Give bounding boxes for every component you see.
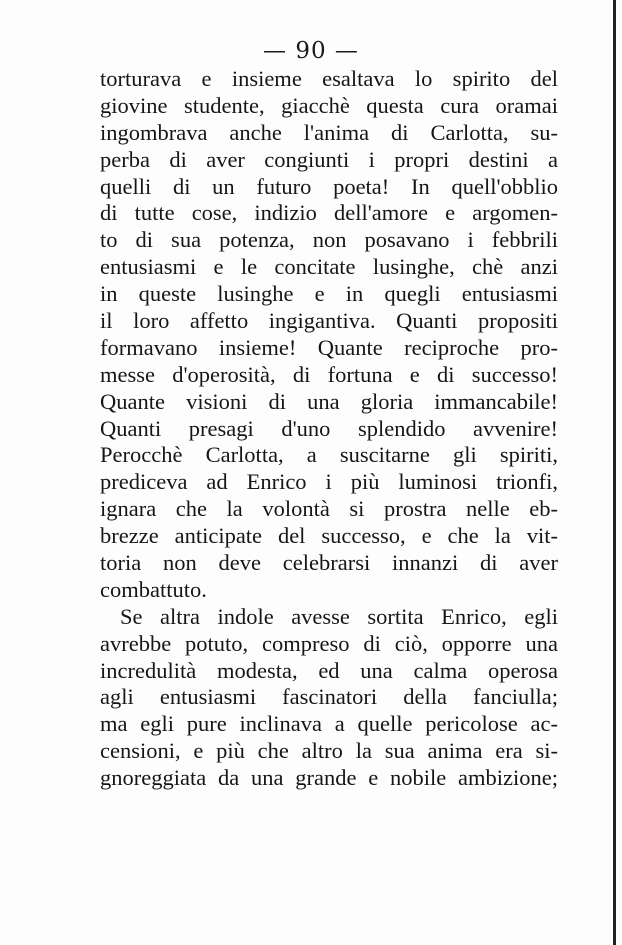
text-line: Quante visioni di una gloria immancabile! xyxy=(100,388,558,414)
text-line: torturava e insieme esaltava lo spirito del xyxy=(100,66,558,91)
text-line: in queste lusinghe e in quegli entusiasmi xyxy=(100,281,558,307)
text-line: ma egli pure inclinava a quelle pericolose ac- xyxy=(100,711,558,737)
text-line: to di sua potenza, non posavano i febbrili xyxy=(100,227,558,253)
text-line: prediceva ad Enrico i più luminosi trionfi, xyxy=(100,469,558,495)
text-line: entusiasmi e le concitate lusinghe, chè anzi xyxy=(100,254,558,280)
text-line: quelli di un futuro poeta! In quell'obblio xyxy=(100,173,558,199)
text-line: avrebbe potuto, compreso di ciò, opporre una xyxy=(100,630,558,656)
text-line: giovine studente, giacchè questa cura oramai xyxy=(100,92,558,118)
text-line: toria non deve celebrarsi innanzi di aver xyxy=(100,550,558,576)
text-line: Se altra indole avesse sortita Enrico, egli xyxy=(120,603,558,629)
text-line: gnoreggiata da una grande e nobile ambizione; xyxy=(100,765,558,791)
text-line: di tutte cose, indizio dell'amore e argomen- xyxy=(100,200,558,226)
body-text xyxy=(100,66,558,792)
text-line: combattuto. xyxy=(100,576,207,602)
paragraph xyxy=(100,66,558,604)
text-line: ignara che la volontà si prostra nelle eb- xyxy=(100,496,558,522)
text-line: ingombrava anche l'anima di Carlotta, su- xyxy=(100,119,558,145)
text-line: censioni, e più che altro la sua anima era si- xyxy=(100,738,558,764)
text-line: formavano insieme! Quante reciproche pro- xyxy=(100,334,558,360)
text-line: messe d'operosità, di fortuna e di successo! xyxy=(100,361,558,387)
page-number: — 90 — xyxy=(263,38,359,64)
text-line: Quanti presagi d'uno splendido avvenire! xyxy=(100,415,558,441)
text-line: agli entusiasmi fascinatori della fanciulla; xyxy=(100,684,558,710)
text-line: brezze anticipate del successo, e che la vit- xyxy=(100,523,558,549)
page-edge-border xyxy=(613,0,616,945)
text-line: incredulità modesta, ed una calma operosa xyxy=(100,657,558,683)
text-line: Perocchè Carlotta, a suscitarne gli spiriti, xyxy=(100,442,558,468)
paragraph xyxy=(100,604,558,792)
text-line: perba di aver congiunti i propri destini a xyxy=(100,146,558,172)
text-line: il loro affetto ingigantiva. Quanti propositi xyxy=(100,308,558,334)
